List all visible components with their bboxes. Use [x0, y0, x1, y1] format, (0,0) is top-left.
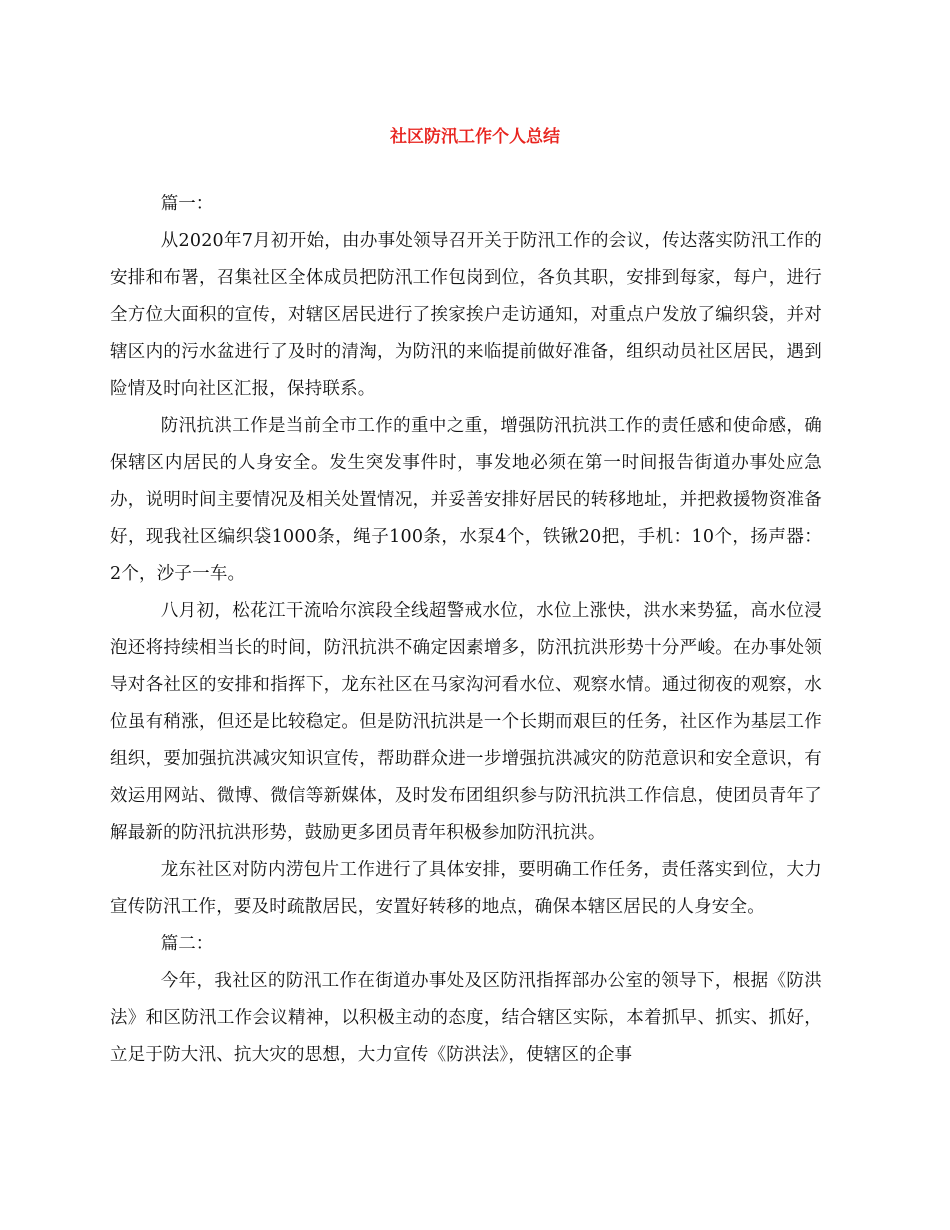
document-title: 社区防汛工作个人总结 [390, 127, 560, 147]
paragraph-5: 今年，我社区的防汛工作在街道办事处及区防汛指挥部办公室的领导下，根据《防洪法》和区防汛工作会议精神，以积极主动的态度，结合辖区实际，本着抓早、抓实、抓好，立足于防大汛、抗大灾的思想，大力宣传《防洪法》，使辖区的企事 [110, 971, 822, 1065]
section-label-2: 篇二： [160, 934, 214, 954]
paragraph-4: 龙东社区对防内涝包片工作进行了具体安排，要明确工作任务，责任落实到位，大力宣传防汛工作，要及时疏散居民，安置好转移的地点，确保本辖区居民的人身安全。 [110, 860, 822, 917]
paragraph-3: 八月初，松花江干流哈尔滨段全线超警戒水位，水位上涨快，洪水来势猛，高水位浸泡还将持续相当长的时间，防汛抗洪不确定因素增多，防汛抗洪形势十分严峻。在办事处领导对各社区的安排和指挥下，龙东社区在马家沟河看水位、观察水情。通过彻夜的观察，水位虽有稍涨，但还是比较稳定。但是防汛抗洪是一个长期而艰巨的任务，社区作为基层工作组织，要加强抗洪减灾知识宣传，帮助群众进一步增强抗洪减灾的防范意识和安全意识，有效运用网站、微博、微信等新媒体，及时发布团组织参与防汛抗洪工作信息，使团员青年了解最新的防汛抗洪形势，鼓励更多团员青年积极参加防汛抗洪。 [110, 601, 822, 843]
document-body [110, 186, 822, 1074]
paragraph-1: 从2020年7月初开始，由办事处领导召开关于防汛工作的会议，传达落实防汛工作的安排和布署，召集社区全体成员把防汛工作包岗到位，各负其职，安排到每家，每户，进行全方位大面积的宣传，对辖区居民进行了挨家挨户走访通知，对重点户发放了编织袋，并对辖区内的污水盆进行了及时的清淘，为防汛的来临提前做好准备，组织动员社区居民，遇到险情及时向社区汇报，保持联系。 [110, 231, 822, 399]
paragraph-2: 防汛抗洪工作是当前全市工作的重中之重，增强防汛抗洪工作的责任感和使命感，确保辖区内居民的人身安全。发生突发事件时，事发地必须在第一时间报告街道办事处应急办，说明时间主要情况及相关处置情况，并妥善安排好居民的转移地址，并把救援物资准备好，现我社区编织袋1000条，绳子100条，水泵4个，铁锹20把，手机：10个，扬声器：2个，沙子一车。 [110, 416, 822, 584]
section-label-1: 篇一： [160, 194, 214, 214]
